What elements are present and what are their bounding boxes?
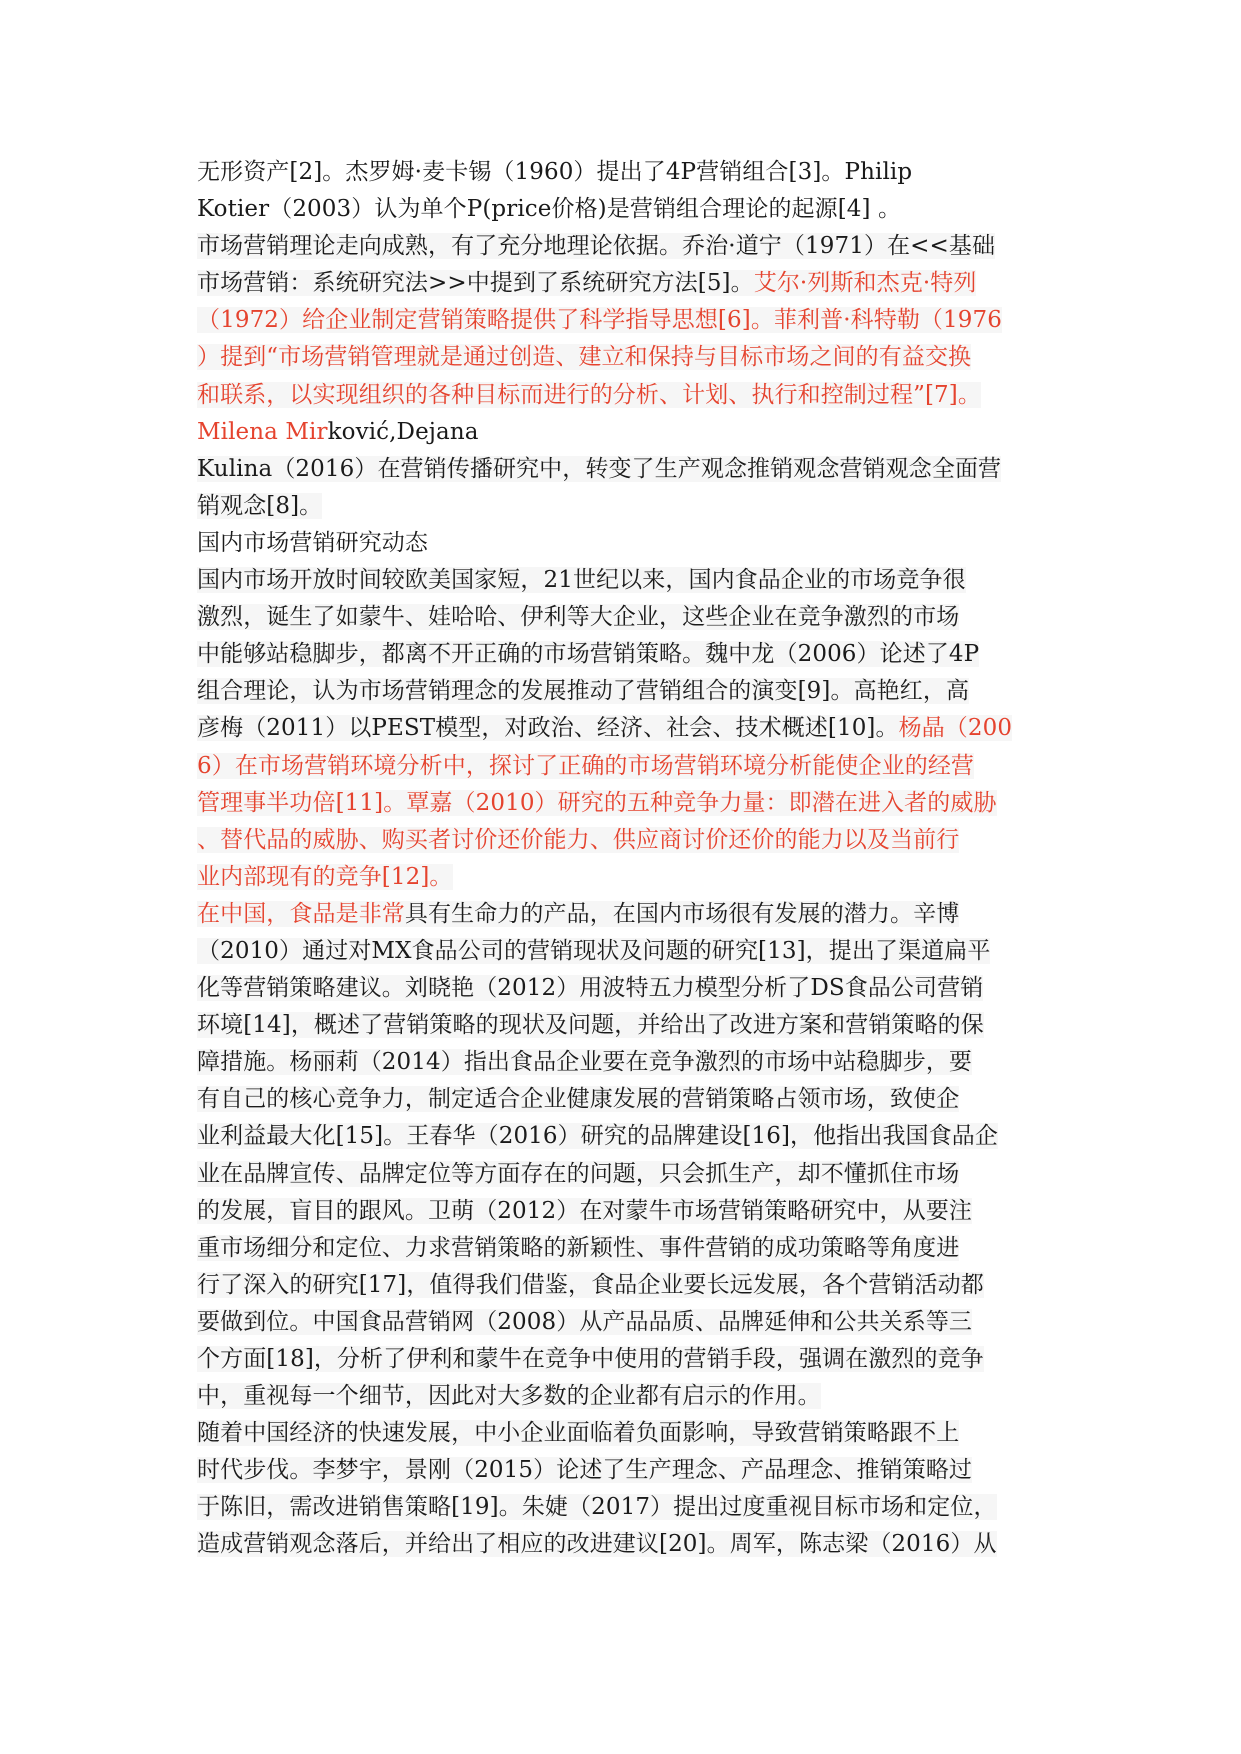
line-content — [197, 1309, 972, 1335]
line-content — [197, 975, 983, 1001]
line-content — [197, 196, 901, 222]
line-content — [197, 344, 971, 370]
text-line — [197, 933, 1047, 970]
text-segment: 彦梅（2011）以PEST模型，对政治、经济、社会、技术概述[10]。 — [197, 715, 899, 742]
text-segment: Kulina（2016）在营销传播研究中，转变了生产观念推销观念营销观念全面营 — [197, 455, 1002, 482]
text-line — [197, 191, 1047, 228]
text-segment: 国内市场营销研究动态 — [197, 529, 428, 556]
line-content — [197, 1494, 997, 1520]
text-segment: 化等营销策略建议。刘晓艳（2012）用波特五力模型分析了DS食品公司营销 — [197, 975, 984, 1002]
line-content — [197, 901, 959, 927]
highlighted-text-segment: 在中国，食品是非常 — [197, 900, 405, 927]
text-line — [197, 154, 1047, 191]
text-line — [197, 785, 1047, 822]
line-content — [197, 419, 479, 445]
line-content — [197, 1012, 984, 1038]
highlighted-text-segment: 6）在市场营销环境分析中，探讨了正确的市场营销环境分析能使企业的经营 — [197, 752, 975, 779]
line-content — [197, 1086, 959, 1112]
highlighted-text-segment: 业内部现有的竞争[12]。 — [197, 863, 453, 890]
text-line — [197, 859, 1047, 896]
highlighted-text-segment: Milena Mir — [197, 418, 328, 445]
text-line — [197, 1452, 1047, 1489]
text-line — [197, 302, 1047, 339]
text-segment: （2010）通过对MX食品公司的营销现状及问题的研究[13]，提出了渠道扁平 — [197, 937, 991, 964]
document-body — [197, 154, 1047, 1564]
line-content — [197, 233, 995, 259]
line-content — [197, 1457, 972, 1483]
line-content — [197, 159, 912, 185]
line-content — [197, 1235, 959, 1261]
text-segment: 于陈旧，需改进销售策略[19]。朱婕（2017）提出过度重视目标市场和定位， — [197, 1494, 997, 1521]
text-line — [197, 339, 1047, 376]
line-content — [197, 753, 974, 779]
line-content — [197, 382, 981, 408]
text-segment: 行了深入的研究[17]，值得我们借鉴，食品企业要长远发展，各个营销活动都 — [197, 1271, 984, 1298]
text-line — [197, 1044, 1047, 1081]
text-line — [197, 822, 1047, 859]
text-segment: 时代步伐。李梦宇，景刚（2015）论述了生产理念、产品理念、推销策略过 — [197, 1457, 973, 1484]
line-content — [197, 1198, 972, 1224]
text-line — [197, 1118, 1047, 1155]
text-segment: 障措施。杨丽莉（2014）指出食品企业要在竞争激烈的市场中站稳脚步，要 — [197, 1049, 973, 1076]
text-line — [197, 1007, 1047, 1044]
line-content — [197, 493, 322, 519]
line-content — [197, 678, 969, 704]
text-segment: 有自己的核心竞争力，制定适合企业健康发展的营销策略占领市场，致使企 — [197, 1086, 960, 1113]
text-line — [197, 896, 1047, 933]
text-segment: 个方面[18]，分析了伊利和蒙牛在竞争中使用的营销手段，强调在激烈的竞争 — [197, 1346, 984, 1372]
line-content — [197, 864, 453, 890]
text-line — [197, 970, 1047, 1007]
highlighted-text-segment: 杨晶（200 — [898, 715, 1013, 742]
text-line — [197, 1081, 1047, 1118]
line-content — [197, 456, 1001, 482]
text-segment: 国内市场开放时间较欧美国家短，21世纪以来，国内食品企业的市场竞争很 — [197, 567, 966, 594]
highlighted-text-segment: ）提到“市场营销管理就是通过创造、建立和保持与目标市场之间的有益交换 — [197, 344, 972, 371]
text-line — [197, 636, 1047, 673]
text-segment: 业利益最大化[15]。王春华（2016）研究的品牌建设[16]，他指出我国食品企 — [197, 1123, 998, 1150]
text-line — [197, 1230, 1047, 1267]
text-line — [197, 1156, 1047, 1193]
line-content — [197, 1420, 959, 1446]
line-content — [197, 530, 428, 556]
line-content — [197, 827, 959, 853]
text-line — [197, 1304, 1047, 1341]
text-segment: 中能够站稳脚步，都离不开正确的市场营销策略。魏中龙（2006）论述了4P — [197, 641, 980, 668]
line-content — [197, 1161, 959, 1187]
text-segment: 的发展，盲目的跟风。卫萌（2012）在对蒙牛市场营销策略研究中，从要注 — [197, 1197, 973, 1224]
text-line — [197, 488, 1047, 525]
text-line — [197, 451, 1047, 488]
text-line — [197, 1193, 1047, 1230]
text-segment: Kotier（2003）认为单个P(price价格)是营销组合理论的起源[4] 。 — [197, 196, 902, 223]
highlighted-text-segment: 管理事半功倍[11]。覃嘉（2010）研究的五种竞争力量：即潜在进入者的威胁 — [197, 789, 997, 816]
highlighted-text-segment: 艾尔·列斯和杰克·特列 — [753, 270, 977, 297]
line-content — [197, 1123, 998, 1149]
text-segment: 市场营销理论走向成熟，有了充分地理论依据。乔治·道宁（1971）在<<基础 — [197, 233, 996, 260]
text-line — [197, 525, 1047, 562]
line-content — [197, 1383, 821, 1409]
line-content — [197, 604, 959, 630]
text-segment: 具有生命力的产品，在国内市场很有发展的潜力。辛博 — [404, 900, 960, 927]
text-line — [197, 265, 1047, 302]
line-content — [197, 307, 1002, 333]
line-content — [197, 270, 976, 296]
text-segment: ković,Dejana — [327, 418, 479, 445]
text-segment: 市场营销：系统研究法>>中提到了系统研究方法[5]。 — [197, 270, 754, 297]
highlighted-text-segment: 、替代品的威胁、购买者讨价还价能力、供应商讨价还价的能力以及当前行 — [197, 826, 960, 853]
line-content — [197, 1531, 997, 1557]
highlighted-text-segment: 和联系，以实现组织的各种目标而进行的分析、计划、执行和控制过程”[7]。 — [197, 381, 981, 408]
text-segment: 环境[14]，概述了营销策略的现状及问题，并给出了改进方案和营销策略的保 — [197, 1012, 984, 1039]
text-line — [197, 1378, 1047, 1415]
line-content — [197, 1272, 984, 1298]
text-segment: 激烈，诞生了如蒙牛、娃哈哈、伊利等大企业，这些企业在竞争激烈的市场 — [197, 604, 960, 631]
text-segment: 造成营销观念落后，并给出了相应的改进建议[20]。周军，陈志梁（2016）从 — [197, 1531, 997, 1558]
text-line — [197, 748, 1047, 785]
text-line — [197, 562, 1047, 599]
text-line — [197, 1267, 1047, 1304]
text-segment: 随着中国经济的快速发展，中小企业面临着负面影响，导致营销策略跟不上 — [197, 1420, 960, 1447]
text-segment: 销观念[8]。 — [197, 492, 323, 519]
text-line — [197, 1489, 1047, 1526]
line-content — [197, 1049, 972, 1075]
text-line — [197, 377, 1047, 414]
text-segment: 无形资产[2]。杰罗姆·麦卡锡（1960）提出了4P营销组合[3]。Philip — [197, 159, 913, 185]
text-segment: 中，重视每一个细节，因此对大多数的企业都有启示的作用。 — [197, 1383, 821, 1410]
text-segment: 要做到位。中国食品营销网（2008）从产品品质、品牌延伸和公共关系等三 — [197, 1308, 973, 1335]
text-line — [197, 710, 1047, 747]
text-line — [197, 1341, 1047, 1378]
line-content — [197, 790, 997, 816]
line-content — [197, 567, 966, 593]
text-segment: 组合理论，认为市场营销理念的发展推动了营销组合的演变[9]。高艳红，高 — [197, 678, 970, 705]
text-segment: 业在品牌宣传、品牌定位等方面存在的问题，只会抓生产，却不懂抓住市场 — [197, 1160, 960, 1187]
line-content — [197, 715, 1012, 741]
text-line — [197, 414, 1047, 451]
text-line — [197, 673, 1047, 710]
text-segment: 重市场细分和定位、力求营销策略的新颖性、事件营销的成功策略等角度进 — [197, 1234, 960, 1261]
text-line — [197, 228, 1047, 265]
text-line — [197, 1526, 1047, 1563]
text-line — [197, 599, 1047, 636]
line-content — [197, 1346, 984, 1372]
text-line — [197, 1415, 1047, 1452]
line-content — [197, 641, 979, 667]
highlighted-text-segment: （1972）给企业制定营销策略提供了科学指导思想[6]。菲利普·科特勒（1976 — [197, 307, 1002, 334]
line-content — [197, 938, 990, 964]
